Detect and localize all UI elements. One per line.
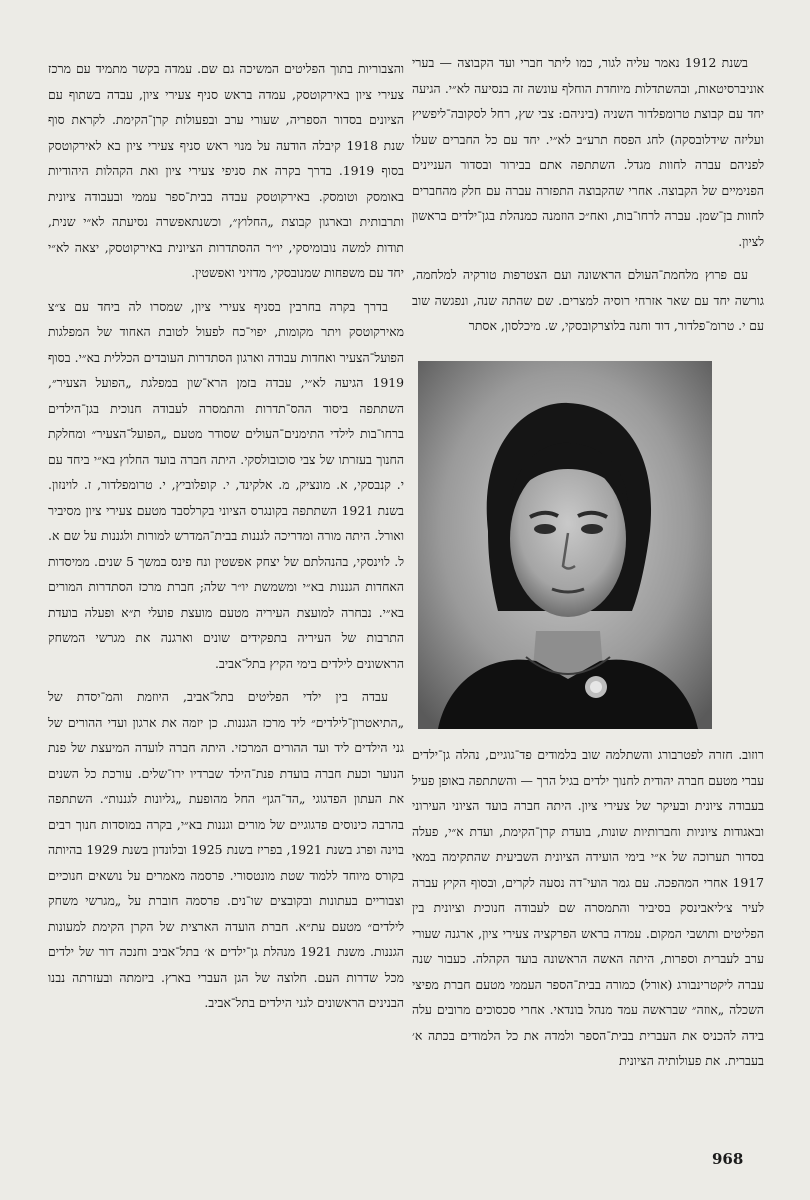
paragraph: עבדה בין ילדי הפליטים בתל־אביב, היוזמת והמ־יסדת של „התיאטרון־לילדים״ ליד מרכז הגננות. כן יזמה את ארגון ועדי ההורים של גני הילדים ליד ועד ההורים המרכזי. היתה חברה לועדה המיעצת של פנת הנוער וכעת חברה בועדת פנת־הילד שברדיו ירו־שלים. עורכת כל השנים את העתון הפדגוגי „הד־הגן״ החל מהופעת „גליונות לגננות״. השתתפה בהרבה כינוסים פדגוגיים של מורים וגננות בא״י, בקרה במוסדות חנוך רבים בוינה ופרג בשנת 1921, בפריז בשנת 1925 ובלונדון בשנת 1929 בהיותה בקורס מיוחד ללמוד שטת מונטסורי. פרסמה מאמרים על נושאים חנוכיים וצבוריים בעתונות ובקובצים שו־נים. פרסמה חוברת על „מגרשי משחק לילדים״ מטעם עת״א. חברת הועדה הארצית של הקרן הקימת למעונות הגננות. משנת 1921 מנהלת גן־ילדים א׳ בתל־אביב וחנכה דור של ילדים מכל שדרות העם. חלוצה של הגן העברי בארץ. ביזמתה ובעזרתה נבנו הבנינים הראשונים לגני הילדים בתל־אביב. — [48, 689, 405, 1010]
right-column-top — [412, 50, 764, 339]
page-number: 968 — [712, 1150, 744, 1168]
paragraph: בשנת 1912 נאמר עליה לגור, כמו ליתר חברי ועד הקבוצה — בערי אוניברסיטאות, ובהשתדלות מיוחדת הוחלף עונשה זה בנסיעה לא״י. הגיעה יחד עם קבוצת טרומפלדור השניה (ביניהם: צבי שץ, רחל לסקובה־ליפשיץ ועליזה שידלובסקה) לחג הפסח תרע״ב לא״י. יחד עם כל החברים שעלו לפניהם עברה לחוות מגדל. השתתפה אתם בבירור ובסדור העניינים הפנימיים של הקבוצה. אחרי שהקבוצה התפזרה עברה עם חלק מהחברים לחוות בן־שמן. עברה לרחו־בות, ואח״כ הוזמנה כמנהלת בגן־ילדים בראשון לציון. — [412, 55, 764, 249]
portrait-woman-image — [418, 361, 712, 729]
right-column-bottom — [412, 742, 764, 1074]
paragraph: והצבוריות בתוך הפליטים המשיכה גם שם. עמדה בקשר מתמיד עם מרכז צעירי ציון באירקוטסק, עמדה בראש סניף צעירי ציון, עבדה בשתוף עם הציונים בסדור הספריה, שעורי ערב ובפעולות קרן־הקימת. לקראת סוף שנת 1918 קיבלה הודעה על מנוי ראש סניף צעירי ציון בא לאירקוטסק בסוף 1919. בדרך בקרה את סניפי צעירי ציון ואת הקהלות היהודיות באומסק וטומסק. באירקוטסק עבדה בבית־ספר עממי ובעבודה ציונית ותרבותית ובארגון קבוצת „החלוץ״, וכשנתאפשרה נסיעתה לא״י שנית, תודות למשה נובומיסקי, יו״ר ההסתדרות הציונית באירקוטסק, יצאה לא״י יחד עם משפחות שמנובסקי, מדזיני ואפשטין. — [48, 61, 404, 280]
paragraph: עם פרוץ מלחמת־העולם הראשונה ועם הצטרפות טורקיה למלחמה, גורשה יחד עם שאר אזרחי רוסיה למצרים. שם שהתה שנה, ונפגשה שוב עם י. טרומ־פלדור, דוד וחנה בלוצרקובסקי, ש. מיכלסון, אסתר — [412, 267, 764, 333]
left-column — [48, 56, 404, 1016]
paragraph: רוזוב. חזרה לפטרבורג והשתלמה שוב בלמודים פד־גוגיים, נהלה גן־ילדים עברי מטעם חברה יהודית לחנוך ילדים בגיל הרך — והשתתפה באופן פעיל בעבודה ציונית ובעיקר של צעירי ציון. היתה חברה בועד הציוני העירוני ובאגודות ציוניות וחברותיות שונות, בועדת קרן־הקימת, ועדת א״י, פעלה בסדור תערוכה של א״י בימי הועידה הציונית השביעית שהתקימה במאי 1917 אחרי המהפכה. עם גמר הועי־דה נסעה לקרים, ובסוף הקיץ עברה לעיר צ׳ליאבינסק בסיביר והתמסרה שם לעבודה חנוכית וציונית בין הפליטים ותושבי המקום. עמדה בראש הפרקציה צעירי ציון, ארגנה שעורי ערב לעברית וספרות, היתה האשה הראשונה בועד הקהלה. כעבור שנה עברה ליקטרינבורג (אורל) כמורה בבית־הספר העממי מטעם חברת מפיצי השכלה „אוזה״ שבראשה עמד מנהל בונדאי. אחרי סכסוכים מרובים עלה בידה להכניס את העברית בבית־הספר ולמדה את כל הלמודים בכתה א׳ בעברית. את פעולותיה הציונית — [412, 747, 764, 1068]
paragraph: בדרך בקרה בחרבין בסניף צעירי ציון, שמסרו לה ביחד עם צ״צ מאירקוטסק ויתר מקומות, יפוי־כח לפעול לטובת האחוד של המפלגות הפועל־הצעיר ואחדות עבודה וארגון הסתדרות העובדים הכללית בא״י. בסוף 1919 הגיעה לא״י, עבדה בזמן הרא־שון במפלגת „הפועל הצעיר״, השתתפה ביסוד ההס־תדרות והתמסרה לעבודה חנוכית בגן־הילדים ברחו־בות לילדי התימנים־העולים שסודר מטעם „הפועל־הצעיר״ ומחלקת החנוך בעזרתו של צבי סוכובולסקי. היתה חברה בועד החלוץ בא״י ביחד עם י. קנבסקי, א. מונציק, מ. אלקינד, י. קופלוביץ, י. טרומפלדור, ז. לוינזון. בשנת 1921 השתתפה בקונגרס הציוני בקרלסבד מטעם צעירי ציון מסיביר ואורל. היתה מורה ומדריכה לגננות בבית־המדרש למורות ולגננות על שם א. ל. לוינסקי, בהנהלתם של יצחק אפשטין ונח פינס במשך 5 שנים. ממיסדות האחדות הגננות בא״י ומשמשת יו״ר שלה; חברת מרכז הסתדרות המורים בא״י. נבחרה למועצת העיריה מטעם מועצת פועלי ת״א ופעלה בועדת התרבות של העיריה בתפקידים שונים וארגנה את מגרשי המשחק הראשונים לילדים בימי הקיץ בתל־אביב. — [48, 298, 404, 671]
portrait-photo — [418, 361, 712, 729]
